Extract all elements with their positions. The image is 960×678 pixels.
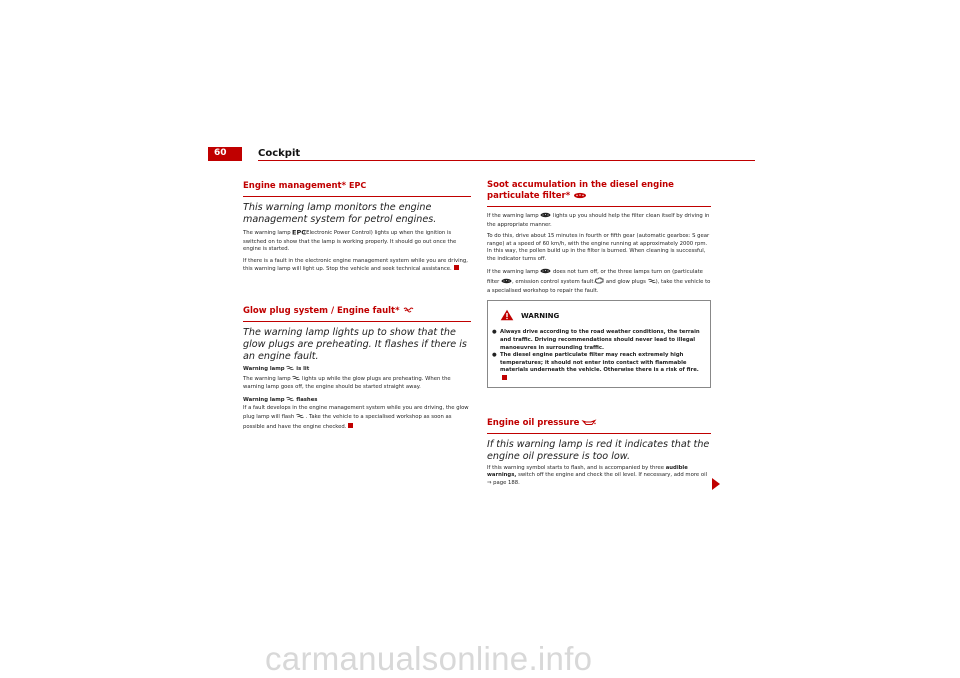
- paragraph: [243, 228, 471, 254]
- subheading-text: is lit: [296, 365, 310, 372]
- bullet-icon: ●: [492, 329, 497, 336]
- paragraph-text: (Electronic Power Control) lights up when the ignition is switched on to show that the lamp is working properly. It should go out once the engine is started.: [243, 230, 457, 253]
- section-title: [487, 418, 711, 430]
- paragraph-text: lights up while the glow plugs are preheating. When the warning lamp goes off, the engine should be started straight away.: [243, 375, 451, 391]
- section-divider: [243, 321, 471, 322]
- subheading-text: Warning lamp: [243, 396, 285, 403]
- emission-control-icon: [595, 277, 604, 288]
- glow-plug-icon: [648, 278, 656, 288]
- paragraph: [487, 465, 711, 488]
- warning-item: [488, 352, 710, 383]
- paragraph: [243, 258, 471, 274]
- section-divider: [243, 196, 471, 197]
- section-title-text: Soot accumulation in the diesel engine particulate filter*: [487, 180, 674, 201]
- paragraph-text: If there is a fault in the electronic engine management system while you are driving, this warning lamp will light up. Stop the vehicle and seek technical assistance.: [243, 257, 468, 273]
- paragraph: [487, 268, 711, 296]
- section-oil-pressure: [487, 418, 711, 488]
- header-divider: [258, 160, 755, 161]
- section-lead: This warning lamp monitors the engine management system for petrol engines.: [243, 202, 437, 225]
- section-lead: The warning lamp lights up to show that the glow plugs are preheating. It flashes if there is an engine fault.: [243, 326, 467, 362]
- paragraph: [487, 212, 711, 229]
- particulate-filter-icon: [540, 268, 551, 278]
- svg-text:EPC: EPC: [349, 181, 367, 190]
- paragraph-text: , emission control system fault: [512, 279, 594, 286]
- glow-plug-icon: [403, 306, 414, 318]
- section-lead: If this warning lamp is red it indicates that the engine oil pressure is too low.: [487, 438, 710, 462]
- particulate-filter-icon: [501, 278, 512, 288]
- warning-title: WARNING: [521, 311, 560, 320]
- paragraph-text: The warning lamp: [243, 230, 291, 236]
- bullet-icon: ●: [492, 352, 497, 359]
- section-title: [487, 180, 711, 203]
- section-end-marker: [502, 375, 507, 380]
- paragraph-text: . Take the vehicle to a specialised workshop as soon as possible and have the engine checked.: [243, 413, 452, 430]
- paragraph-text: If this warning symbol starts to flash, and is accompanied by three: [487, 464, 664, 471]
- subheading: [243, 365, 471, 375]
- section-divider: [487, 433, 711, 434]
- page-number: 60: [214, 148, 227, 158]
- warning-header: [488, 301, 710, 329]
- oil-can-icon: [582, 419, 596, 430]
- warning-item-text: The diesel engine particulate filter may reach extremely high temperatures; it should not enter into contact with flammable materials underneath the vehicle. Otherwise there is a risk of fire.: [500, 352, 699, 374]
- next-page-arrow-icon[interactable]: [712, 478, 720, 490]
- warning-box: [487, 300, 711, 387]
- section-title-text: Engine management*: [243, 181, 347, 191]
- paragraph-text: If a fault develops in the engine management system while you are driving, the glow plug lamp will flash: [243, 405, 469, 420]
- glow-plug-icon: [286, 396, 294, 406]
- paragraph: [243, 375, 471, 392]
- glow-plug-icon: [286, 365, 294, 375]
- paragraph: To do this, drive about 15 minutes in fourth or fifth gear (automatic gearbox: S gear range) at a speed of 60 km/h, with the engine running at approximately 2000 rpm. In this way, the pollen build up in the filter is burned. When cleaning is successful, the indicator turns off.: [487, 233, 710, 262]
- svg-text:EPC: EPC: [292, 228, 307, 237]
- section-end-marker: [454, 265, 459, 270]
- page-title: Cockpit: [258, 148, 301, 159]
- section-title: [243, 306, 471, 318]
- paragraph-text: If the warning lamp: [487, 213, 539, 219]
- paragraph-text: ), take the vehicle to a specialised workshop to repair the fault.: [487, 279, 711, 294]
- paragraph-bold-text: audible warnings,: [487, 464, 688, 479]
- section-engine-management: [243, 180, 471, 274]
- section-title: [243, 180, 471, 193]
- section-glow-plug: [243, 306, 471, 431]
- subheading-text: Warning lamp: [243, 365, 285, 372]
- subheading-text: flashes: [296, 396, 318, 403]
- glow-plug-icon: [296, 413, 304, 423]
- paragraph-text: and glow plugs: [605, 279, 646, 286]
- epc-icon: [349, 180, 367, 193]
- glow-plug-icon: [292, 375, 300, 385]
- warning-item-text: Always drive according to the road weather conditions, the terrain and traffic. Driving recommendations should never lead to illegal manoeuvres in surrounding traffic.: [500, 329, 700, 351]
- paragraph-text: switch off the engine and check the oil level. If necessary, add more oil ⇒ page 188.: [487, 472, 708, 486]
- subheading: [243, 396, 471, 406]
- particulate-filter-icon: [540, 212, 551, 222]
- paragraph-text: lights up you should help the filter clean itself by driving in the appropriate manner.: [487, 213, 710, 228]
- paragraph-text: does not turn off, or the three lamps turn on (particulate filter: [487, 268, 703, 286]
- epc-icon: [292, 228, 307, 239]
- left-column: [243, 180, 471, 435]
- watermark: carmanualsonline.info: [265, 640, 593, 677]
- particulate-filter-icon: [573, 192, 587, 203]
- warning-item: [488, 329, 710, 352]
- section-title-text: Engine oil pressure: [487, 417, 580, 428]
- section-title-text: Glow plug system / Engine fault*: [243, 305, 400, 316]
- paragraph: [243, 405, 471, 431]
- warning-triangle-icon: [500, 306, 514, 325]
- right-column: [487, 180, 711, 491]
- paragraph-text: The warning lamp: [243, 375, 291, 382]
- section-soot: [487, 180, 711, 295]
- section-end-marker: [348, 423, 353, 428]
- paragraph-text: If the warning lamp: [487, 268, 539, 275]
- section-divider: [487, 206, 711, 207]
